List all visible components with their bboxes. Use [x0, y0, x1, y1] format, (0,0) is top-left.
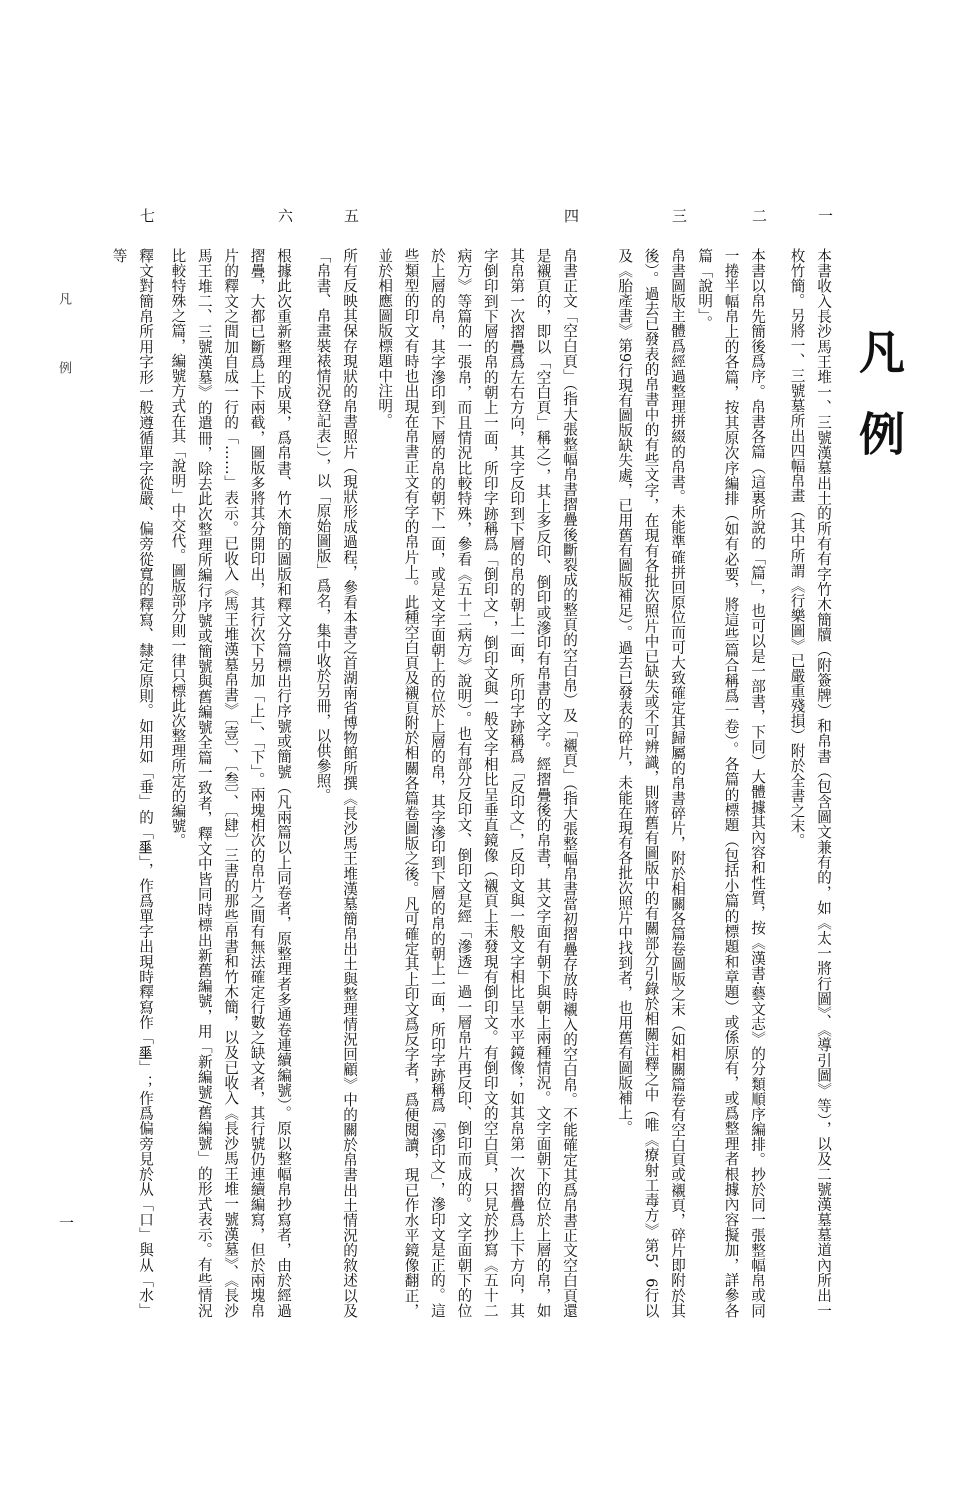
list-item [684, 208, 770, 1328]
item-number: 七 [138, 208, 156, 223]
item-text: 本書收入長沙馬王堆一、三號漢墓出土的所有有字竹木簡牘（附簽牌）和帛書（包含圖文兼有的，如《太一將行圖》、《導引圖》等），以及二號漢墓墓道內所出一枚竹簡。另將一、三號墓所出四幅帛畫（其中所謂《行樂圖》已嚴重殘損）附於全書之末。 [788, 248, 832, 1318]
item-number: 五 [342, 208, 360, 223]
item-text: 釋文對簡帛所用字形一般遵循單字從嚴、偏旁從寬的釋寫、隸定原則。如用如「垂」的「𡍮」，作爲單字出現時釋寫作「𡍮」；作爲偏旁見於从「口」與从「水」等 [110, 248, 154, 1318]
running-head: 凡 例 [56, 292, 71, 401]
list-item [302, 208, 362, 1328]
item-number: 六 [276, 208, 294, 223]
list-item [776, 208, 836, 1328]
page-title: 凡例 [852, 328, 906, 492]
item-number: 四 [562, 208, 580, 223]
item-number: 二 [750, 208, 768, 223]
list-item [110, 208, 158, 1328]
page-number: 一 [57, 1215, 75, 1230]
item-text: 所有反映其保存現狀的帛書照片（現狀形成過程，參看本書之首湖南省博物館所撰《長沙馬王堆漢墓簡帛出土與整理情況回顧》中的關於帛書出土情況的敘述以及「帛書、帛畫裝裱情況登記表」），以「原始圖版」爲名，集中收於另冊，以供參照。 [314, 248, 358, 1318]
list-item [169, 208, 296, 1328]
item-text: 本書以帛先簡後爲序。帛書各篇（這裏所說的「篇」，也可以是一部書，下同）大體據其內容和性質，按《漢書·藝文志》的分類順序編排。抄於同一張整幅帛或同一捲半幅帛上的各篇，按其原次序編排（如有必要，將這些篇合稱爲一卷）。各篇的標題（包括小篇的標題和章題）或係原有，或爲整理者根據內容擬加，詳參各篇「說明」。 [696, 248, 766, 1318]
list-item [604, 208, 690, 1328]
item-number: 一 [816, 208, 834, 223]
item-number: 三 [670, 208, 688, 223]
list-item [362, 208, 582, 1328]
item-text: 根據此次重新整理的成果，爲帛書、竹木簡的圖版和釋文分篇標出行序號或簡號（凡兩篇以上同卷者，原整理者多通卷連續編號）。原以整幅帛抄寫者，由於經過摺疊，大都已斷爲上下兩截，圖版多將其分開印出，其行次下另加「上」、「下」。兩塊相次的帛片之間有無法確定行數之缺文者，其行號仍連續編寫，但於兩塊帛片的釋文之間加自成一行的「……」表示。已收入《馬王堆漢墓帛書》〔壹〕、〔叁〕、〔肆〕三書的那些帛書和竹木簡，以及已收入《長沙馬王堆一號漢墓》、《長沙馬王堆二、三號漢墓》的遣冊，除去此次整理所編行序號或簡號與舊編號全篇一致者，釋文中皆同時標出新舊編號，用「新編號/舊編號」的形式表示。有些情況比較特殊之篇，編號方式在其「說明」中交代。圖版部分則一律只標此次整理所定的編號。 [169, 248, 292, 1318]
item-text: 帛書圖版主體爲經過整理拼綴的帛書。未能準確拼回原位而可大致確定其歸屬的帛書碎片，附於相關各篇卷圖版之末（如相關篇卷有空白頁或襯頁，碎片即附於其後）。過去已發表的帛書中的有些文字，在現有各批次照片中已缺失或不可辨識，則將舊有圖版中的有關部分引錄於相關注釋之中（唯《療射工毒方》第5、6行以及《胎產書》第9行現有圖版缺失處，已用舊有圖版補足）。過去已發表的碎片，未能在現有各批次照片中找到者，也用舊有圖版補上。 [616, 248, 686, 1318]
item-text: 帛書正文「空白頁」（指大張整幅帛書摺疊後斷裂成的整頁的空白帛）及「襯頁」（指大張整幅帛書當初摺疊存放時襯入的空白帛。不能確定其爲帛書正文空白頁還是襯頁的，即以「空白頁」稱之），其上多反印、倒印或滲印有帛書的文字。經摺疊後的帛書，其文字面有朝下與朝上兩種情況。文字面朝下的位於上層的帛，如其帛第一次摺疊爲左右方向，其字反印到下層的帛的朝上一面，所印字跡稱爲「反印文」，反印文與一般文字相比呈水平鏡像；如其帛第一次摺疊爲上下方向，其字倒印到下層的帛的朝上一面，所印字跡稱爲「倒印文」，倒印文與一般文字相比呈垂直鏡像（襯頁上未發現有倒印文。有倒印文的空白頁，只見於抄寫《五十二病方》等篇的一張帛，而且情況比較特殊，參看《五十二病方》說明）。也有部分反印文、倒印文是經「滲透」過一層帛片再反印、倒印而成的。文字面朝下的位於上層的帛，其字滲印到下層的帛的朝下一面，或是文字面朝上的位於上層的帛，其字滲印到下層的帛的朝上一面，所印字跡稱爲「滲印文」，滲印文是正的。這些類型的印文有時也出現在帛書正文有字的帛片上。此種空白頁及襯頁附於相關各篇卷圖版之後。凡可確定其上印文爲反字者，爲便閱讀，現已作水平鏡像翻正，並於相應圖版標題中注明。 [376, 248, 578, 1318]
